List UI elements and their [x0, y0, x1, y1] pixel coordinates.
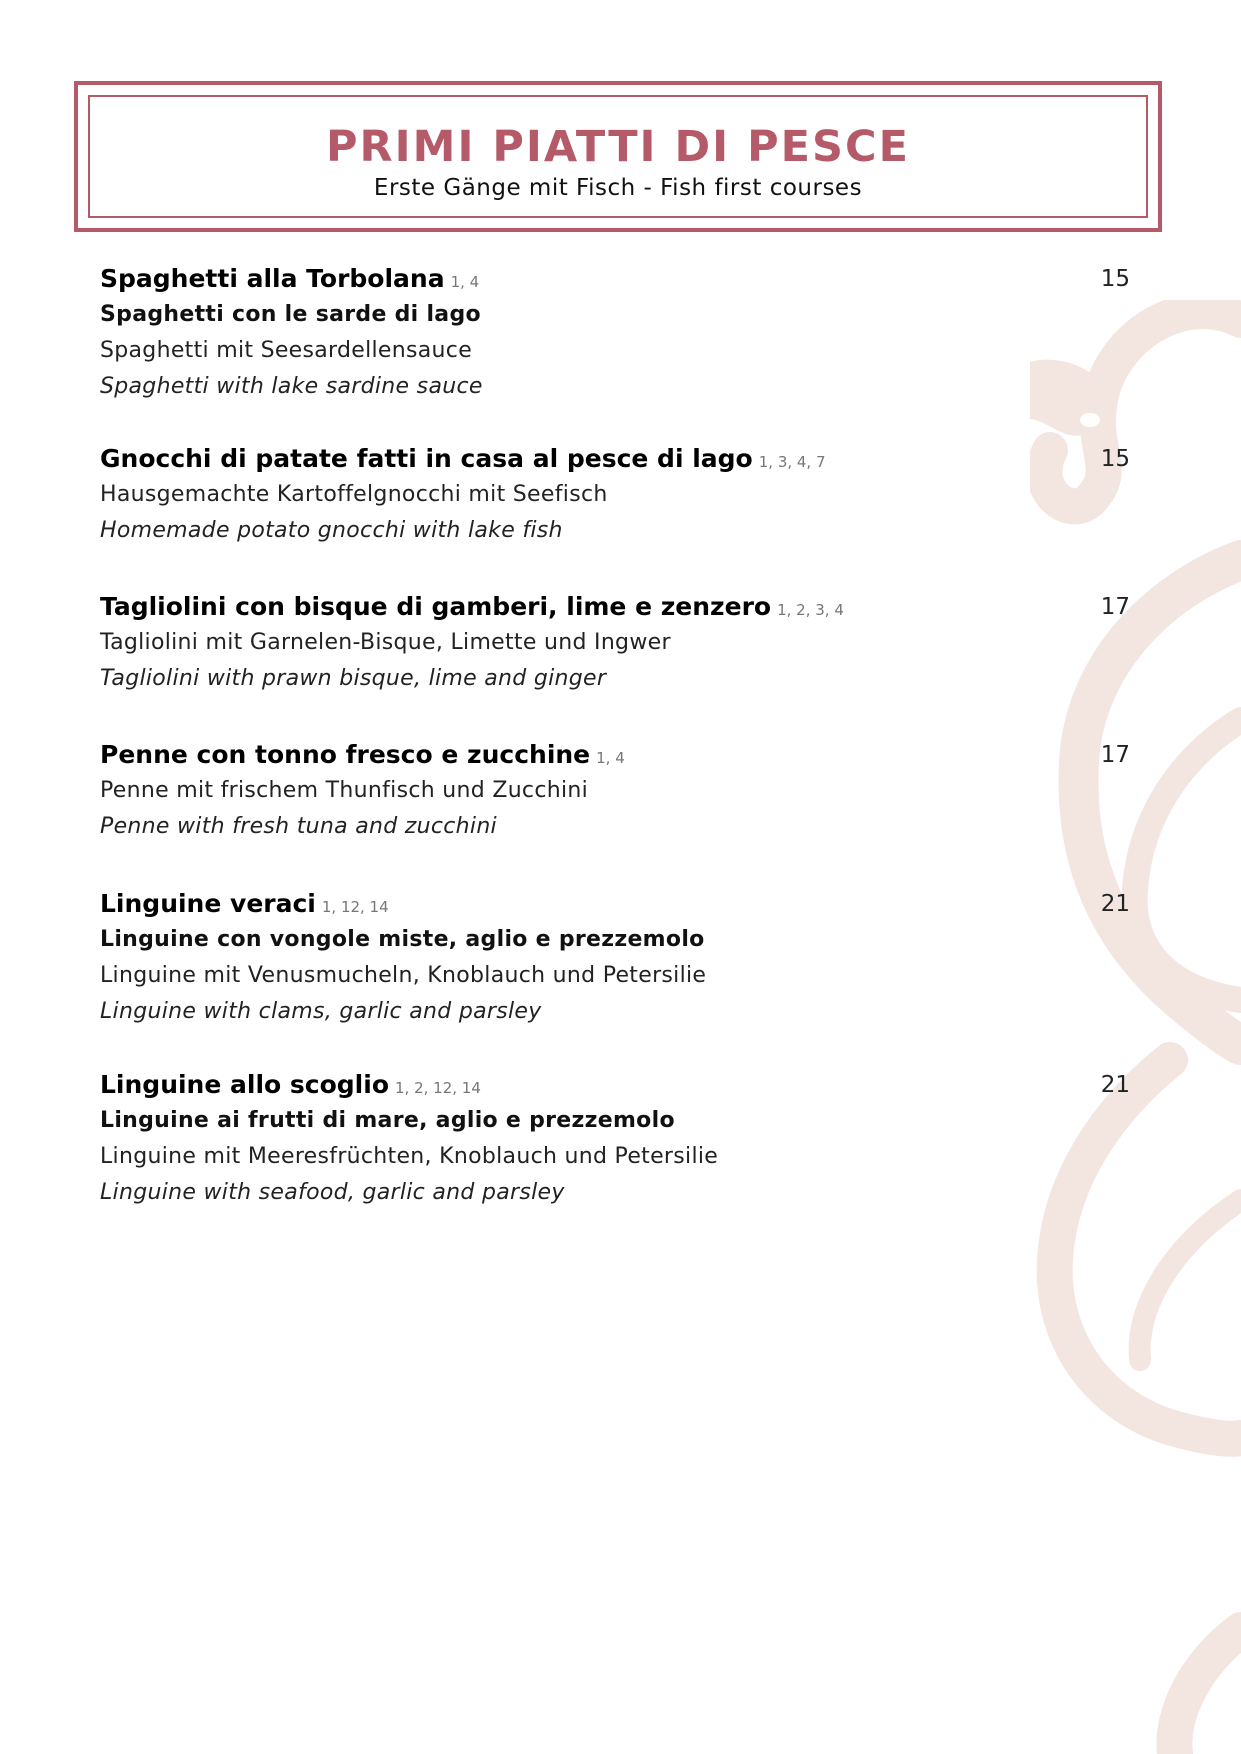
allergen-codes: 1, 2, 3, 4	[777, 601, 844, 619]
menu-item-header	[100, 261, 1130, 297]
dish-price: 21	[1100, 891, 1130, 917]
dish-name: Gnocchi di patate fatti in casa al pesce di lago	[100, 444, 753, 473]
dish-description-italian: Linguine ai frutti di mare, aglio e prezzemolo	[100, 1108, 675, 1133]
allergen-codes: 1, 3, 4, 7	[758, 453, 826, 471]
menu-item-header	[100, 737, 1130, 773]
dish-description-italian: Linguine con vongole miste, aglio e prezzemolo	[100, 927, 705, 952]
dish-name: Spaghetti alla Torbolana	[100, 264, 445, 293]
dish-description-german: Hausgemachte Kartoffelgnocchi mit Seefisch	[100, 482, 608, 507]
header-frame	[74, 81, 1162, 232]
dish-name: Penne con tonno fresco e zucchine	[100, 740, 591, 769]
dish-description-german: Spaghetti mit Seesardellensauce	[100, 338, 473, 363]
menu-item	[100, 737, 1130, 845]
menu-item	[100, 886, 1130, 1030]
allergen-codes: 1, 4	[450, 273, 480, 291]
menu-item-header	[100, 441, 1130, 477]
dish-description-english: Homemade potato gnocchi with lake fish	[100, 518, 563, 543]
menu-item-header	[100, 886, 1130, 922]
header-inner-frame	[88, 95, 1148, 218]
dish-description-german: Tagliolini mit Garnelen-Bisque, Limette und Ingwer	[100, 630, 671, 655]
dish-description-english: Spaghetti with lake sardine sauce	[100, 374, 483, 399]
dish-name: Linguine allo scoglio	[100, 1070, 389, 1099]
menu-item	[100, 589, 1130, 697]
dish-description-english: Penne with fresh tuna and zucchini	[100, 814, 497, 839]
dish-description-german: Penne mit frischem Thunfisch und Zucchini	[100, 778, 589, 803]
menu-item	[100, 1067, 1130, 1211]
menu-item	[100, 441, 1130, 549]
menu-item	[100, 261, 1130, 405]
allergen-codes: 1, 12, 14	[321, 898, 389, 916]
dish-description-german: Linguine mit Meeresfrüchten, Knoblauch und Petersilie	[100, 1144, 719, 1169]
dish-price: 15	[1100, 266, 1130, 292]
dish-description-english: Tagliolini with prawn bisque, lime and ginger	[100, 666, 607, 691]
menu-item-header	[100, 589, 1130, 625]
dish-price: 17	[1100, 742, 1130, 768]
dish-price: 17	[1100, 594, 1130, 620]
dish-description-english: Linguine with clams, garlic and parsley	[100, 999, 542, 1024]
dish-name: Linguine veraci	[100, 889, 316, 918]
allergen-codes: 1, 2, 12, 14	[395, 1079, 481, 1097]
dish-description-italian: Spaghetti con le sarde di lago	[100, 302, 481, 327]
dish-description-german: Linguine mit Venusmucheln, Knoblauch und Petersilie	[100, 963, 707, 988]
dish-description-english: Linguine with seafood, garlic and parsley	[100, 1180, 565, 1205]
dish-price: 15	[1100, 446, 1130, 472]
page-subtitle: Erste Gänge mit Fisch - Fish first courses	[373, 175, 863, 201]
dish-price: 21	[1100, 1072, 1130, 1098]
menu-item-header	[100, 1067, 1130, 1103]
dish-name: Tagliolini con bisque di gamberi, lime e zenzero	[100, 592, 772, 621]
page-title: PRIMI PIATTI DI PESCE	[326, 122, 910, 172]
allergen-codes: 1, 4	[596, 749, 625, 767]
